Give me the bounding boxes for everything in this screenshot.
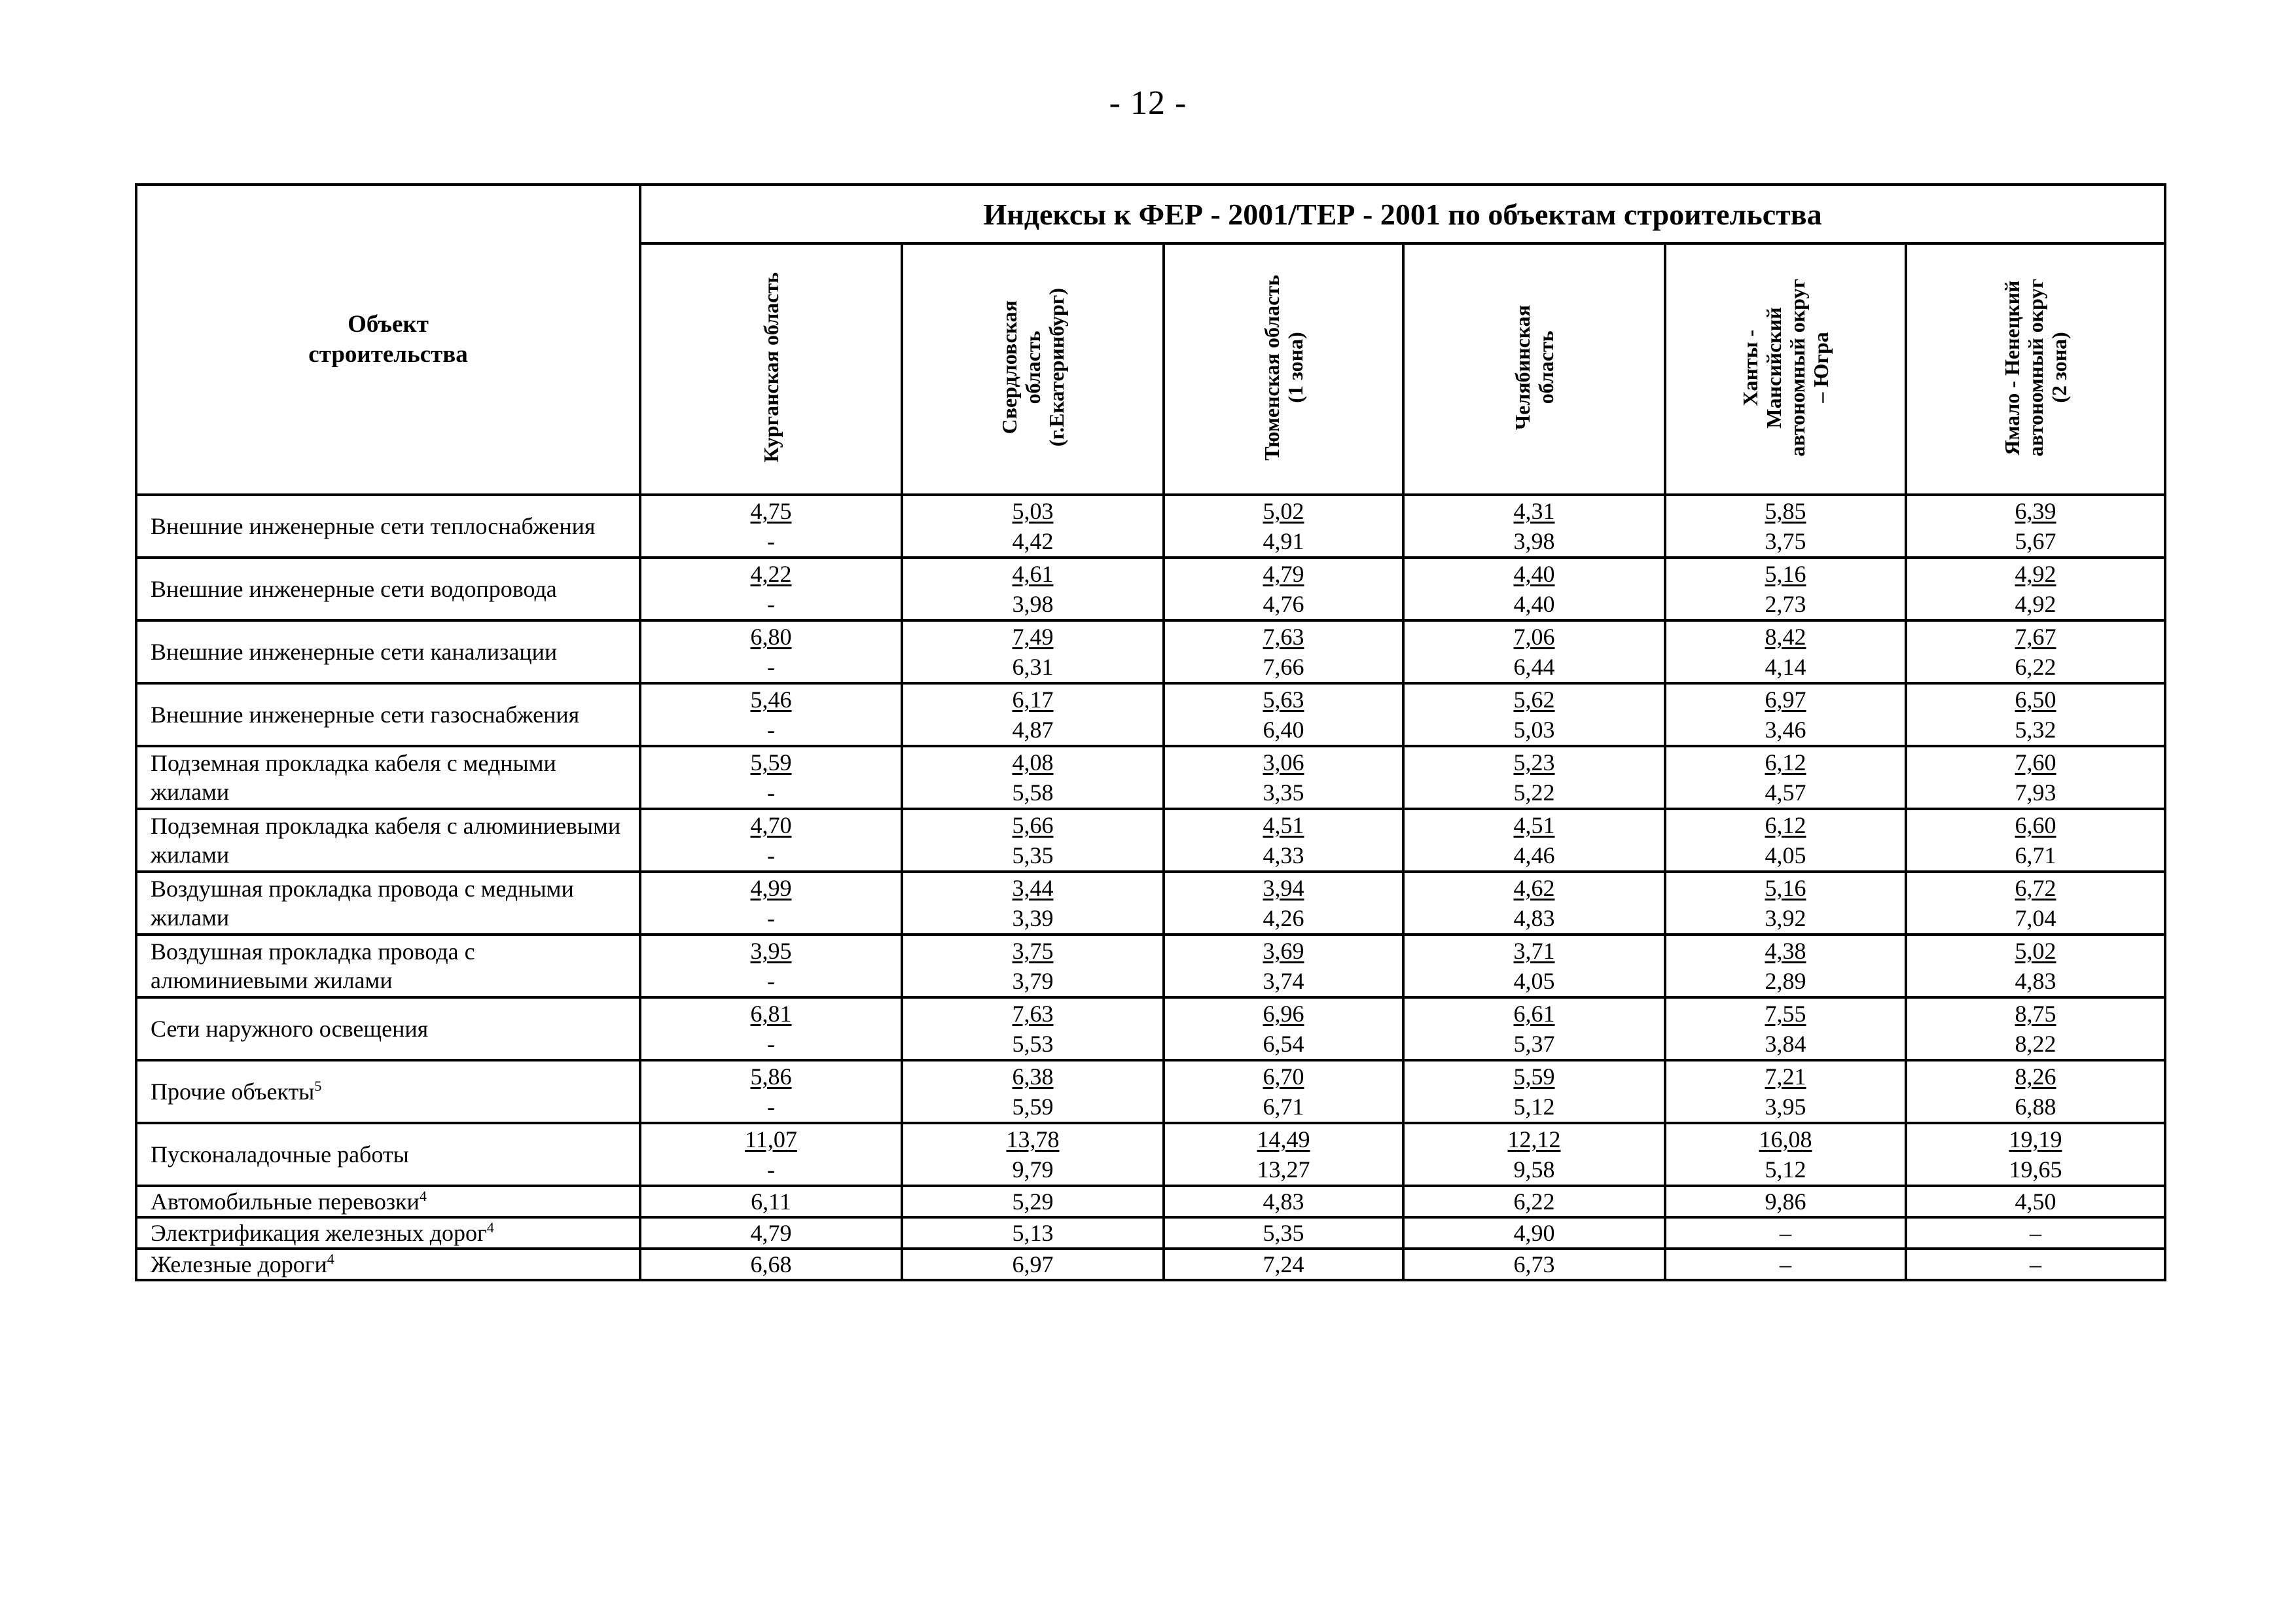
index-cell bbox=[1164, 1060, 1403, 1123]
region-label-line: автономный округ bbox=[1785, 278, 1809, 457]
index-value-fer: 5,62 bbox=[1513, 687, 1555, 713]
index-value-fer: 5,03 bbox=[1012, 498, 1054, 524]
region-label-line: Челябинская bbox=[1511, 304, 1534, 431]
index-cell: – bbox=[1906, 1249, 2165, 1280]
region-label-line: Мансийский bbox=[1762, 306, 1785, 429]
index-cell bbox=[1164, 495, 1403, 558]
index-value-fer: 5,63 bbox=[1263, 687, 1304, 713]
index-value-ter: 5,37 bbox=[1513, 1031, 1555, 1057]
region-label-line: Ямало - Ненецкий bbox=[2000, 279, 2024, 455]
index-value-ter: 5,59 bbox=[1012, 1094, 1054, 1120]
index-cell bbox=[902, 872, 1164, 935]
index-value-ter: 6,22 bbox=[2015, 654, 2056, 680]
index-value-ter: 5,32 bbox=[2015, 717, 2056, 743]
index-value-fer: 4,99 bbox=[750, 875, 792, 901]
index-value-ter: 6,71 bbox=[2015, 842, 2056, 868]
index-cell bbox=[1164, 746, 1403, 809]
index-value-ter: 2,73 bbox=[1765, 591, 1806, 617]
table-row bbox=[136, 1123, 2165, 1186]
object-name-text: Автомобильные перевозки bbox=[151, 1188, 420, 1215]
index-value-ter: 4,91 bbox=[1263, 528, 1304, 554]
table-row bbox=[136, 1060, 2165, 1123]
index-value-ter: 5,35 bbox=[1012, 842, 1054, 868]
index-value-ter: 5,12 bbox=[1765, 1156, 1806, 1183]
index-value-ter: 3,84 bbox=[1765, 1031, 1806, 1057]
index-value-fer: 7,21 bbox=[1765, 1063, 1806, 1090]
region-label bbox=[1260, 275, 1307, 461]
index-cell bbox=[1164, 683, 1403, 746]
index-cell bbox=[640, 746, 902, 809]
index-value-ter: 5,53 bbox=[1012, 1031, 1054, 1057]
region-header bbox=[1403, 243, 1665, 495]
index-cell bbox=[902, 935, 1164, 997]
region-label-line: область bbox=[1534, 330, 1558, 404]
region-label bbox=[1738, 279, 1833, 457]
index-cell bbox=[640, 1123, 902, 1186]
index-value-ter: - bbox=[767, 905, 775, 931]
index-cell bbox=[902, 620, 1164, 683]
object-name bbox=[136, 935, 640, 997]
index-cell: 6,11 bbox=[640, 1186, 902, 1217]
index-value-fer: 6,17 bbox=[1012, 687, 1054, 713]
region-header bbox=[1665, 243, 1906, 495]
index-cell bbox=[1403, 997, 1665, 1060]
region-label bbox=[997, 288, 1068, 446]
index-value-ter: 9,58 bbox=[1513, 1156, 1555, 1183]
index-value-fer: 4,40 bbox=[1513, 561, 1555, 587]
index-value-fer: 8,42 bbox=[1765, 624, 1806, 650]
object-name bbox=[136, 872, 640, 935]
index-cell bbox=[640, 495, 902, 558]
index-value-ter: 7,93 bbox=[2015, 779, 2056, 806]
index-value-ter: 6,71 bbox=[1263, 1094, 1304, 1120]
index-value-fer: 7,63 bbox=[1012, 1001, 1054, 1027]
index-value-fer: 12,12 bbox=[1507, 1126, 1561, 1152]
index-value-fer: 6,12 bbox=[1765, 749, 1806, 776]
object-name-text: Подземная прокладка кабеля с медными жилами bbox=[151, 750, 556, 805]
index-cell: 5,29 bbox=[902, 1186, 1164, 1217]
index-value-ter: - bbox=[767, 591, 775, 617]
index-value-ter: - bbox=[767, 1156, 775, 1183]
object-name bbox=[136, 558, 640, 620]
table-row bbox=[136, 1217, 2165, 1249]
index-cell bbox=[640, 809, 902, 872]
construction-index-table bbox=[135, 183, 2166, 1281]
region-label-line: Свердловская bbox=[997, 300, 1021, 435]
index-value-ter: - bbox=[767, 1094, 775, 1120]
index-cell bbox=[1665, 683, 1906, 746]
index-cell: 7,24 bbox=[1164, 1249, 1403, 1280]
index-value-ter: 4,14 bbox=[1765, 654, 1806, 680]
index-value-fer: 14,49 bbox=[1257, 1126, 1310, 1152]
index-value-fer: 5,66 bbox=[1012, 812, 1054, 838]
index-value-fer: 3,69 bbox=[1263, 938, 1304, 964]
index-value-ter: 3,79 bbox=[1012, 968, 1054, 994]
index-cell bbox=[1665, 620, 1906, 683]
index-value-ter: 4,57 bbox=[1765, 779, 1806, 806]
object-name-text: Внешние инженерные сети теплоснабжения bbox=[151, 513, 596, 539]
index-value-fer: 7,49 bbox=[1012, 624, 1054, 650]
index-value-fer: 19,19 bbox=[2009, 1126, 2062, 1152]
index-cell bbox=[640, 683, 902, 746]
index-value-fer: 6,61 bbox=[1513, 1001, 1555, 1027]
index-value-ter: 4,05 bbox=[1765, 842, 1806, 868]
index-value-ter: - bbox=[767, 779, 775, 806]
index-value-fer: 4,51 bbox=[1513, 812, 1555, 838]
region-header bbox=[640, 243, 902, 495]
index-cell bbox=[1906, 558, 2165, 620]
index-cell bbox=[1665, 495, 1906, 558]
index-value-ter: 5,67 bbox=[2015, 528, 2056, 554]
index-value-ter: 3,35 bbox=[1263, 779, 1304, 806]
index-value-ter: - bbox=[767, 842, 775, 868]
index-value-fer: 5,46 bbox=[750, 687, 792, 713]
object-name bbox=[136, 1249, 640, 1280]
object-name bbox=[136, 809, 640, 872]
index-value-ter: 9,79 bbox=[1012, 1156, 1054, 1183]
index-value-ter: 6,54 bbox=[1263, 1031, 1304, 1057]
index-value-fer: 4,22 bbox=[750, 561, 792, 587]
index-value-fer: 4,70 bbox=[750, 812, 792, 838]
index-value-ter: 6,44 bbox=[1513, 654, 1555, 680]
index-value-ter: - bbox=[767, 528, 775, 554]
table-row bbox=[136, 746, 2165, 809]
object-name-text: Воздушная прокладка провода с алюминиевыми жилами bbox=[151, 938, 475, 993]
index-value-fer: 8,26 bbox=[2015, 1063, 2056, 1090]
index-value-fer: 6,60 bbox=[2015, 812, 2056, 838]
object-header-line: Объект bbox=[348, 311, 429, 338]
region-label bbox=[759, 272, 783, 463]
index-cell bbox=[1906, 1123, 2165, 1186]
index-value-ter: 7,04 bbox=[2015, 905, 2056, 931]
index-cell bbox=[1906, 872, 2165, 935]
index-cell bbox=[1164, 997, 1403, 1060]
index-value-ter: 4,83 bbox=[2015, 968, 2056, 994]
table-body bbox=[136, 495, 2165, 1280]
index-cell: 6,22 bbox=[1403, 1186, 1665, 1217]
index-value-ter: - bbox=[767, 654, 775, 680]
index-value-ter: 6,88 bbox=[2015, 1094, 2056, 1120]
index-cell: – bbox=[1665, 1217, 1906, 1249]
index-value-ter: 5,03 bbox=[1513, 717, 1555, 743]
index-value-fer: 4,08 bbox=[1012, 749, 1054, 776]
index-cell bbox=[1403, 683, 1665, 746]
region-label-line: (1 зона) bbox=[1283, 332, 1307, 403]
index-value-fer: 7,55 bbox=[1765, 1001, 1806, 1027]
index-cell bbox=[640, 997, 902, 1060]
index-value-fer: 3,06 bbox=[1263, 749, 1304, 776]
index-value-fer: 6,72 bbox=[2015, 875, 2056, 901]
index-cell bbox=[902, 809, 1164, 872]
index-cell bbox=[1403, 935, 1665, 997]
object-name-text: Воздушная прокладка провода с медными жилами bbox=[151, 876, 574, 931]
index-value-ter: 4,05 bbox=[1513, 968, 1555, 994]
table-row bbox=[136, 620, 2165, 683]
object-name-text: Внешние инженерные сети водопровода bbox=[151, 576, 557, 602]
index-value-ter: 5,58 bbox=[1012, 779, 1054, 806]
index-value-fer: 7,67 bbox=[2015, 624, 2056, 650]
region-label-line: область bbox=[1021, 330, 1045, 404]
index-cell: 6,68 bbox=[640, 1249, 902, 1280]
index-value-fer: 5,23 bbox=[1513, 749, 1555, 776]
index-cell bbox=[1403, 872, 1665, 935]
index-cell bbox=[1665, 746, 1906, 809]
index-cell: 5,35 bbox=[1164, 1217, 1403, 1249]
index-value-ter: 7,66 bbox=[1263, 654, 1304, 680]
index-value-fer: 11,07 bbox=[745, 1126, 797, 1152]
index-value-ter: 3,75 bbox=[1765, 528, 1806, 554]
index-value-fer: 3,44 bbox=[1012, 875, 1054, 901]
index-cell bbox=[1164, 620, 1403, 683]
index-value-ter: 5,22 bbox=[1513, 779, 1555, 806]
index-value-fer: 6,81 bbox=[750, 1001, 792, 1027]
index-value-ter: 6,40 bbox=[1263, 717, 1304, 743]
index-value-ter: 4,26 bbox=[1263, 905, 1304, 931]
index-cell bbox=[1665, 872, 1906, 935]
index-value-ter: 3,74 bbox=[1263, 968, 1304, 994]
index-group-header: Индексы к ФЕР - 2001/ТЕР - 2001 по объектам строительства bbox=[640, 185, 2165, 243]
index-cell: 4,79 bbox=[640, 1217, 902, 1249]
index-value-ter: 3,92 bbox=[1765, 905, 1806, 931]
index-cell bbox=[902, 558, 1164, 620]
object-name bbox=[136, 1186, 640, 1217]
region-label bbox=[2000, 279, 2071, 457]
footnote-marker: 5 bbox=[314, 1078, 322, 1094]
index-value-fer: 3,75 bbox=[1012, 938, 1054, 964]
index-cell bbox=[902, 997, 1164, 1060]
index-cell bbox=[640, 1060, 902, 1123]
index-cell: – bbox=[1906, 1217, 2165, 1249]
index-cell bbox=[1403, 620, 1665, 683]
object-name bbox=[136, 495, 640, 558]
index-value-ter: 13,27 bbox=[1257, 1156, 1310, 1183]
table-row bbox=[136, 997, 2165, 1060]
index-cell bbox=[640, 935, 902, 997]
index-value-fer: 7,06 bbox=[1513, 624, 1555, 650]
region-header bbox=[1164, 243, 1403, 495]
index-value-fer: 4,62 bbox=[1513, 875, 1555, 901]
index-value-fer: 4,51 bbox=[1263, 812, 1304, 838]
index-cell bbox=[1403, 746, 1665, 809]
index-value-fer: 6,38 bbox=[1012, 1063, 1054, 1090]
region-header bbox=[1906, 243, 2165, 495]
object-name-text: Электрификация железных дорог bbox=[151, 1220, 487, 1246]
table-row bbox=[136, 558, 2165, 620]
index-value-fer: 5,02 bbox=[2015, 938, 2056, 964]
table-row bbox=[136, 935, 2165, 997]
index-cell bbox=[1665, 558, 1906, 620]
index-value-fer: 7,63 bbox=[1263, 624, 1304, 650]
index-value-fer: 6,12 bbox=[1765, 812, 1806, 838]
object-name bbox=[136, 683, 640, 746]
table-row bbox=[136, 495, 2165, 558]
object-name bbox=[136, 1060, 640, 1123]
index-value-fer: 13,78 bbox=[1006, 1126, 1060, 1152]
index-value-fer: 5,85 bbox=[1765, 498, 1806, 524]
index-value-fer: 5,02 bbox=[1263, 498, 1304, 524]
index-cell: – bbox=[1665, 1249, 1906, 1280]
index-cell: 4,83 bbox=[1164, 1186, 1403, 1217]
index-value-ter: 3,95 bbox=[1765, 1094, 1806, 1120]
index-cell bbox=[1403, 495, 1665, 558]
index-cell bbox=[1665, 1123, 1906, 1186]
index-cell: 5,13 bbox=[902, 1217, 1164, 1249]
region-label-line: (г.Екатеринбург) bbox=[1045, 288, 1068, 447]
index-cell bbox=[1403, 809, 1665, 872]
region-header bbox=[902, 243, 1164, 495]
index-cell bbox=[902, 1123, 1164, 1186]
index-cell bbox=[1665, 997, 1906, 1060]
index-value-fer: 4,92 bbox=[2015, 561, 2056, 587]
index-value-fer: 6,96 bbox=[1263, 1001, 1304, 1027]
index-value-fer: 3,71 bbox=[1513, 938, 1555, 964]
index-value-fer: 4,75 bbox=[750, 498, 792, 524]
index-cell bbox=[1906, 809, 2165, 872]
region-label-line: Курганская область bbox=[759, 272, 783, 463]
object-header-line: строительства bbox=[308, 341, 468, 368]
index-value-ter: 3,39 bbox=[1012, 905, 1054, 931]
index-value-fer: 5,59 bbox=[750, 749, 792, 776]
index-value-fer: 5,86 bbox=[750, 1063, 792, 1090]
object-column-header bbox=[136, 185, 640, 495]
object-name-text: Внешние инженерные сети газоснабжения bbox=[151, 702, 580, 728]
index-value-fer: 3,95 bbox=[750, 938, 792, 964]
index-value-fer: 16,08 bbox=[1759, 1126, 1812, 1152]
region-label-line: – Югра bbox=[1809, 332, 1833, 403]
region-label-line: Ханты - bbox=[1738, 329, 1762, 406]
index-value-fer: 4,79 bbox=[1263, 561, 1304, 587]
index-cell bbox=[640, 558, 902, 620]
object-name-text: Прочие объекты bbox=[151, 1079, 315, 1105]
index-value-ter: - bbox=[767, 1031, 775, 1057]
object-name bbox=[136, 997, 640, 1060]
index-value-fer: 5,59 bbox=[1513, 1063, 1555, 1090]
index-value-fer: 6,50 bbox=[2015, 687, 2056, 713]
index-value-ter: - bbox=[767, 717, 775, 743]
region-label-line: Тюменская область bbox=[1260, 274, 1283, 461]
index-cell bbox=[1906, 495, 2165, 558]
table-row bbox=[136, 809, 2165, 872]
index-cell: 6,73 bbox=[1403, 1249, 1665, 1280]
page-number: - 12 - bbox=[1109, 84, 1187, 122]
table-row bbox=[136, 1186, 2165, 1217]
index-cell bbox=[1164, 809, 1403, 872]
index-cell: 4,50 bbox=[1906, 1186, 2165, 1217]
index-cell bbox=[1906, 997, 2165, 1060]
index-value-fer: 4,61 bbox=[1012, 561, 1054, 587]
index-value-fer: 6,80 bbox=[750, 624, 792, 650]
object-name-text: Пусконаладочные работы bbox=[151, 1141, 409, 1168]
index-cell bbox=[1164, 1123, 1403, 1186]
index-cell bbox=[1665, 809, 1906, 872]
object-name-text: Железные дороги bbox=[151, 1251, 327, 1277]
index-value-fer: 3,94 bbox=[1263, 875, 1304, 901]
index-cell bbox=[1906, 1060, 2165, 1123]
table-row bbox=[136, 1249, 2165, 1280]
object-name bbox=[136, 1217, 640, 1249]
index-value-ter: 4,76 bbox=[1263, 591, 1304, 617]
index-value-ter: 4,92 bbox=[2015, 591, 2056, 617]
object-name-text: Сети наружного освещения bbox=[151, 1016, 429, 1042]
index-value-ter: - bbox=[767, 968, 775, 994]
index-cell bbox=[1164, 872, 1403, 935]
index-cell bbox=[1665, 935, 1906, 997]
footnote-marker: 4 bbox=[327, 1251, 334, 1267]
object-name bbox=[136, 620, 640, 683]
index-value-fer: 5,16 bbox=[1765, 561, 1806, 587]
index-value-ter: 8,22 bbox=[2015, 1031, 2056, 1057]
index-value-fer: 6,97 bbox=[1765, 687, 1806, 713]
index-cell bbox=[1906, 935, 2165, 997]
index-value-ter: 3,98 bbox=[1012, 591, 1054, 617]
object-name bbox=[136, 746, 640, 809]
object-name bbox=[136, 1123, 640, 1186]
index-cell bbox=[640, 872, 902, 935]
index-value-ter: 6,31 bbox=[1012, 654, 1054, 680]
index-cell bbox=[1665, 1060, 1906, 1123]
index-value-ter: 19,65 bbox=[2009, 1156, 2062, 1183]
index-cell: 6,97 bbox=[902, 1249, 1164, 1280]
index-cell: 4,90 bbox=[1403, 1217, 1665, 1249]
index-cell bbox=[1403, 1060, 1665, 1123]
object-name-text: Внешние инженерные сети канализации bbox=[151, 639, 558, 665]
index-cell bbox=[1906, 683, 2165, 746]
index-cell bbox=[902, 683, 1164, 746]
index-value-fer: 7,60 bbox=[2015, 749, 2056, 776]
index-cell bbox=[640, 620, 902, 683]
index-value-fer: 6,39 bbox=[2015, 498, 2056, 524]
index-cell bbox=[1906, 620, 2165, 683]
index-value-ter: 4,46 bbox=[1513, 842, 1555, 868]
index-cell bbox=[1164, 935, 1403, 997]
index-value-fer: 6,70 bbox=[1263, 1063, 1304, 1090]
index-value-fer: 4,31 bbox=[1513, 498, 1555, 524]
index-value-ter: 3,46 bbox=[1765, 717, 1806, 743]
index-value-ter: 4,40 bbox=[1513, 591, 1555, 617]
footnote-marker: 4 bbox=[486, 1219, 494, 1236]
object-name-text: Подземная прокладка кабеля с алюминиевыми жилами bbox=[151, 813, 621, 868]
index-value-ter: 4,87 bbox=[1012, 717, 1054, 743]
index-value-ter: 3,98 bbox=[1513, 528, 1555, 554]
index-cell bbox=[1403, 1123, 1665, 1186]
table-row bbox=[136, 872, 2165, 935]
index-value-ter: 4,33 bbox=[1263, 842, 1304, 868]
index-cell: 9,86 bbox=[1665, 1186, 1906, 1217]
index-cell bbox=[902, 495, 1164, 558]
index-value-fer: 5,16 bbox=[1765, 875, 1806, 901]
table-row bbox=[136, 683, 2165, 746]
index-cell bbox=[1403, 558, 1665, 620]
index-value-ter: 2,89 bbox=[1765, 968, 1806, 994]
index-value-fer: 8,75 bbox=[2015, 1001, 2056, 1027]
index-cell bbox=[1164, 558, 1403, 620]
index-value-ter: 4,42 bbox=[1012, 528, 1054, 554]
index-value-ter: 5,12 bbox=[1513, 1094, 1555, 1120]
region-label bbox=[1511, 305, 1558, 430]
footnote-marker: 4 bbox=[419, 1188, 427, 1204]
region-label-line: автономный округ bbox=[2024, 278, 2048, 457]
index-value-ter: 4,83 bbox=[1513, 905, 1555, 931]
index-cell bbox=[902, 746, 1164, 809]
index-cell bbox=[902, 1060, 1164, 1123]
index-value-fer: 4,38 bbox=[1765, 938, 1806, 964]
region-label-line: (2 зона) bbox=[2047, 332, 2072, 403]
index-cell bbox=[1906, 746, 2165, 809]
